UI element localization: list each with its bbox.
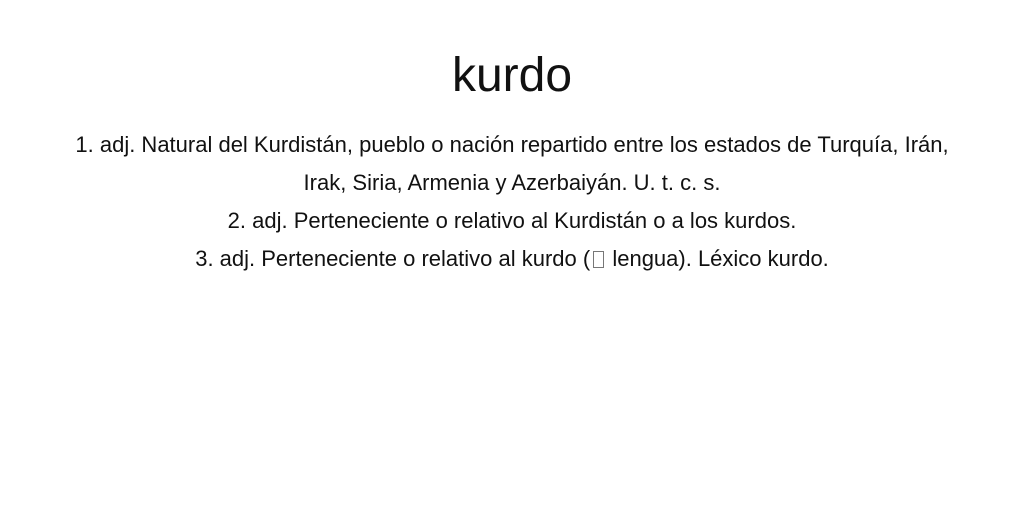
missing-glyph-icon [593,251,604,268]
definitions-list [60,126,964,278]
headword: kurdo [451,49,573,102]
definition-3-text-after: lengua). Léxico kurdo. [606,246,829,271]
definition-3 [60,240,964,278]
definition-1: 1. adj. Natural del Kurdistán, pueblo o nación repartido entre los estados de Turquía, Irán, Irak, Siria, Armenia y Azerbaiyán. U. t. c. s. [75,132,949,195]
definition-3-text-before: 3. adj. Perteneciente o relativo al kurdo ( [195,246,591,271]
definition-2: 2. adj. Perteneciente o relativo al Kurdistán o a los kurdos. [227,208,797,233]
